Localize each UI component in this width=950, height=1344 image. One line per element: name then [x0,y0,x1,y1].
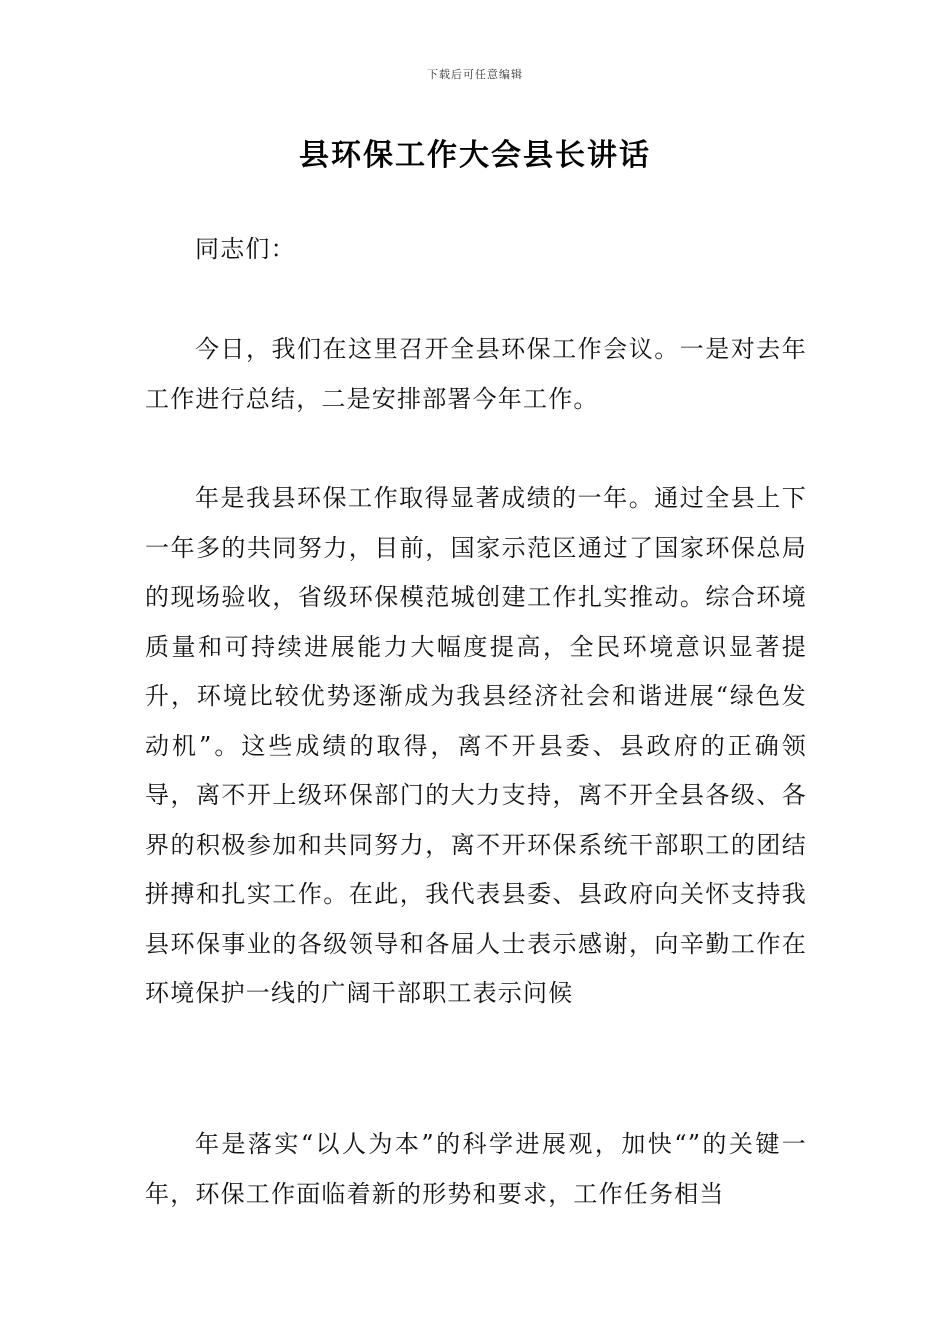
header-note: 下载后可任意编辑 [427,68,523,81]
paragraph-1: 今日，我们在这里召开全县环保工作会议。一是对去年工作进行总结，二是安排部署今年工作。 [145,335,807,413]
paragraph-3: 年是落实“以人为本”的科学进展观，加快“”的关键一年，环保工作面临着新的形势和要求，工作任务相当 [145,1130,807,1208]
document-title: 县环保工作大会县长讲话 [299,138,651,173]
salutation: 同志们： [195,235,296,263]
paragraph-2: 年是我县环保工作取得显著成绩的一年。通过全县上下一年多的共同努力，目前，国家示范区通过了国家环保总局的现场验收，省级环保模范城创建工作扎实推动。综合环境质量和可持续进展能力大幅度提高，全民环境意识显著提升，环境比较优势逐渐成为我县经济社会和谐进展“绿色发动机”。这些成绩的取得，离不开县委、县政府的正确领导，离不开上级环保部门的大力支持，离不开全县各级、各界的积极参加和共同努力，离不开环保系统干部职工的团结拼搏和扎实工作。在此，我代表县委、县政府向关怀支持我县环保事业的各级领导和各届人士表示感谢，向辛勤工作在环境保护一线的广阔干部职工表示问候 [145,484,807,1007]
